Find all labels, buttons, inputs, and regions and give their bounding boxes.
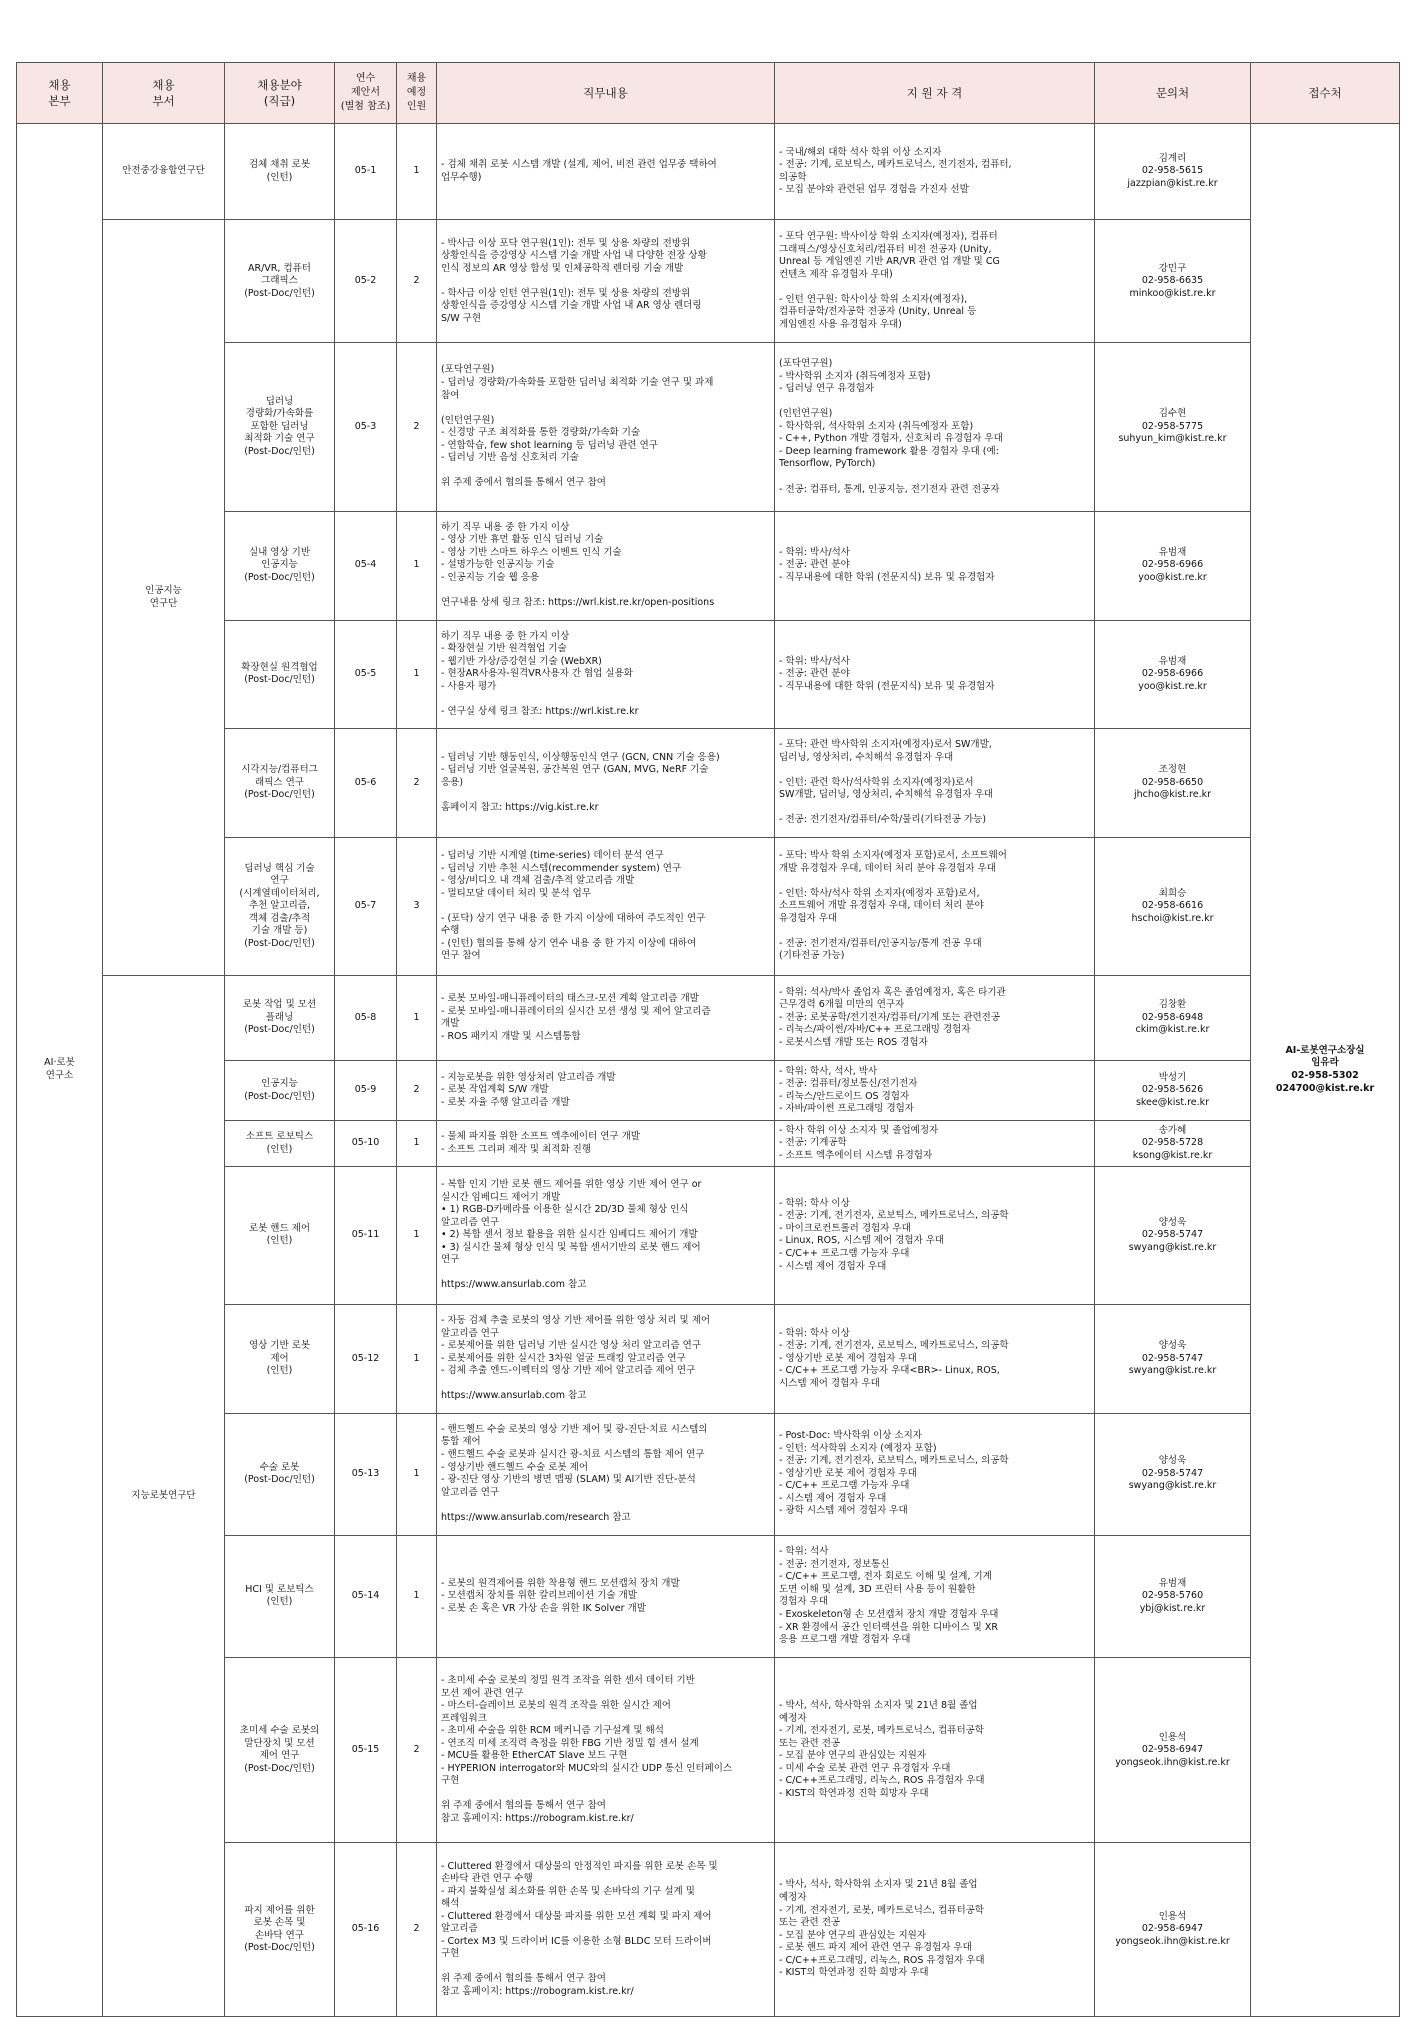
hire-count: 1 bbox=[397, 1121, 437, 1167]
contact-cell: 인용석 02-958-6947 yongseok.ihn@kist.re.kr bbox=[1095, 1843, 1251, 2017]
proposal-code: 05-7 bbox=[335, 837, 397, 975]
header-field: 채용분야 (직급) bbox=[225, 63, 335, 124]
proposal-code: 05-4 bbox=[335, 511, 397, 620]
recruitment-table bbox=[16, 62, 1400, 2017]
contact-cell: 김창환 02-958-6948 ckim@kist.re.kr bbox=[1095, 976, 1251, 1061]
contact-cell: 송가혜 02-958-5728 ksong@kist.re.kr bbox=[1095, 1121, 1251, 1167]
hq-cell: AI·로봇 연구소 bbox=[17, 124, 103, 2017]
duty-cell: - 박사급 이상 포닥 연구원(1인): 전투 및 상용 차량의 전방위 상황인식을 증강영상 시스템 기술 개발 사업 내 다양한 전장 상황 인식 정보의 AR 영상 합성 및 인체공학적 렌더링 기술 개발 - 학사급 이상 인턴 연구원(1인): 전투 및 상용 차량의 전방위 상황인식을 증강영상 시스템 기술 개발 사업 내 AR 영상 렌더링 S/W 구현 bbox=[437, 220, 775, 343]
contact-cell: 조정현 02-958-6650 jhcho@kist.re.kr bbox=[1095, 729, 1251, 838]
receiver-cell: AI-로봇연구소장실 임유라 02-958-5302 024700@kist.re.kr bbox=[1251, 124, 1400, 2017]
duty-cell: - 딥러닝 기반 행동인식, 이상행동인식 연구 (GCN, CNN 기술 응용) - 딥러닝 기반 얼굴복원, 공간복원 연구 (GAN, MVG, NeRF 기술 응용) 홈페이지 참고: https://vig.kist.re.kr bbox=[437, 729, 775, 838]
hire-count: 1 bbox=[397, 1535, 437, 1658]
hire-count: 1 bbox=[397, 511, 437, 620]
duty-cell: - 물체 파지를 위한 소프트 엑추에이터 연구 개발 - 소프트 그리퍼 제작 및 최적화 진행 bbox=[437, 1121, 775, 1167]
contact-cell: 양성욱 02-958-5747 swyang@kist.re.kr bbox=[1095, 1166, 1251, 1304]
proposal-code: 05-12 bbox=[335, 1305, 397, 1414]
table-row bbox=[17, 1535, 1400, 1658]
contact-cell: 인용석 02-958-6947 yongseok.ihn@kist.re.kr bbox=[1095, 1658, 1251, 1843]
proposal-code: 05-15 bbox=[335, 1658, 397, 1843]
table-row bbox=[17, 1413, 1400, 1535]
hire-count: 1 bbox=[397, 1413, 437, 1535]
field-cell: 초미세 수술 로봇의 말단장치 및 모션 제어 연구 (Post-Doc/인턴) bbox=[225, 1658, 335, 1843]
table-row bbox=[17, 976, 1400, 1061]
qualification-cell: - 포닥: 박사 학위 소지자(예정자 포함)로서, 소프트웨어 개발 유경험자 우대, 데이터 처리 분야 유경험자 우대 - 인턴: 학사/석사 학위 소지자(예정자 포함)로서, 소프트웨어 개발 유경험자 우대, 데이터 처리 분야 유경험자 우대 - 전공: 전기전자/컴퓨터/인공지능/통계 전공 우대 (기타전공 가능) bbox=[775, 837, 1095, 975]
proposal-code: 05-14 bbox=[335, 1535, 397, 1658]
field-cell: 인공지능 (Post-Doc/인턴) bbox=[225, 1061, 335, 1121]
qualification-cell: - 학위: 박사/석사 - 전공: 관련 분야 - 직무내용에 대한 학위 (전문지식) 보유 및 유경험자 bbox=[775, 511, 1095, 620]
qualification-cell: - 학위: 석사/박사 졸업자 혹은 졸업예정자, 혹은 타기관 근무경력 6개월 미만의 연구자 - 전공: 로봇공학/전기전자/컴퓨터/기계 또는 관련전공 - 리눅스/파이썬/자바/C++ 프로그래밍 경험자 - 로봇시스템 개발 또는 ROS 경험자 bbox=[775, 976, 1095, 1061]
contact-cell: 김수현 02-958-5775 suhyun_kim@kist.re.kr bbox=[1095, 343, 1251, 512]
qualification-cell: - 학위: 학사 이상 - 전공: 기계, 전기전자, 로보틱스, 메카트로닉스, 의공학 - 마이크로컨트롤러 경험자 우대 - Linux, ROS, 시스템 제어 경험자 우대 - C/C++ 프로그램 가능자 우대 - 시스템 제어 경험자 우대 bbox=[775, 1166, 1095, 1304]
field-cell: 소프트 로보틱스 (인턴) bbox=[225, 1121, 335, 1167]
field-cell: 딥러닝 핵심 기술 연구 (시계열데이터처리, 추천 알고리즘, 객체 검출/추적 기술 개발 등) (Post-Doc/인턴) bbox=[225, 837, 335, 975]
proposal-code: 05-11 bbox=[335, 1166, 397, 1304]
proposal-code: 05-5 bbox=[335, 620, 397, 729]
table-row bbox=[17, 1121, 1400, 1167]
hire-count: 2 bbox=[397, 343, 437, 512]
contact-cell: 강민구 02-958-6635 minkoo@kist.re.kr bbox=[1095, 220, 1251, 343]
table-row bbox=[17, 511, 1400, 620]
dept-cell-robotics: 지능로봇연구단 bbox=[103, 976, 225, 2017]
field-cell: 검체 채취 로봇 (인턴) bbox=[225, 124, 335, 220]
hire-count: 1 bbox=[397, 976, 437, 1061]
table-row bbox=[17, 343, 1400, 512]
qualification-cell: - 포닥: 관련 박사학위 소지자(예정자)로서 SW개발, 딥러닝, 영상처리, 수치해석 유경험자 우대 - 인턴: 관련 학사/석사학위 소지자(예정자)로서 SW개발, 딥러닝, 영상처리, 수치해석 유경험자 우대 - 전공: 전기전자/컴퓨터/수학/물리(기타전공 가능) bbox=[775, 729, 1095, 838]
contact-cell: 유범재 02-958-6966 yoo@kist.re.kr bbox=[1095, 511, 1251, 620]
qualification-cell: - 학위: 석사 - 전공: 전기전자, 정보통신 - C/C++ 프로그램, 전자 회로도 이해 및 설계, 기계 도면 이해 및 설계, 3D 프린터 사용 등이 원활한 경험자 우대 - Exoskeleton형 손 모션캡처 장치 개발 경험자 우대 - XR 환경에서 공간 인터랙션을 위한 디바이스 및 XR 응용 프로그램 개발 경험자 우대 bbox=[775, 1535, 1095, 1658]
hire-count: 1 bbox=[397, 124, 437, 220]
hire-count: 2 bbox=[397, 1658, 437, 1843]
duty-cell: - 로봇의 원격제어를 위한 착용형 핸드 모션캡처 장치 개발 - 모션캡처 장치를 위한 칼리브레이션 기술 개발 - 로봇 손 혹은 VR 가상 손을 위한 IK Solver 개발 bbox=[437, 1535, 775, 1658]
contact-cell: 박성기 02-958-5626 skee@kist.re.kr bbox=[1095, 1061, 1251, 1121]
field-cell: AR/VR, 컴퓨터 그래픽스 (Post-Doc/인턴) bbox=[225, 220, 335, 343]
table-row bbox=[17, 1166, 1400, 1304]
field-cell: 파지 제어를 위한 로봇 손목 및 손바닥 연구 (Post-Doc/인턴) bbox=[225, 1843, 335, 2017]
contact-cell: 양성욱 02-958-5747 swyang@kist.re.kr bbox=[1095, 1305, 1251, 1414]
field-cell: 로봇 핸드 제어 (인턴) bbox=[225, 1166, 335, 1304]
header-contact: 문의처 bbox=[1095, 63, 1251, 124]
field-cell: 로봇 작업 및 모션 플래닝 (Post-Doc/인턴) bbox=[225, 976, 335, 1061]
proposal-code: 05-1 bbox=[335, 124, 397, 220]
table-row bbox=[17, 729, 1400, 838]
hire-count: 1 bbox=[397, 1305, 437, 1414]
qualification-cell: - 학위: 학사, 석사, 박사 - 전공: 컴퓨터/정보통신/전기전자 - 리눅스/안드로이드 OS 경험자 - 자바/파이썬 프로그래밍 경험자 bbox=[775, 1061, 1095, 1121]
hire-count: 2 bbox=[397, 1061, 437, 1121]
dept-cell-safety: 안전중강융합연구단 bbox=[103, 124, 225, 220]
table-row bbox=[17, 1843, 1400, 2017]
qualification-cell: - 학사 학위 이상 소지자 및 졸업예정자 - 전공: 기계공학 - 소프트 엑추에이터 시스템 유경험자 bbox=[775, 1121, 1095, 1167]
contact-cell: 김계리 02-958-5615 jazzpian@kist.re.kr bbox=[1095, 124, 1251, 220]
header-receiver: 접수처 bbox=[1251, 63, 1400, 124]
qualification-cell: - 박사, 석사, 학사학위 소지자 및 21년 8월 졸업 예정자 - 기계, 전자전기, 로봇, 메카트로닉스, 컴퓨터공학 또는 관련 전공 - 모집 분야 연구의 관심있는 지원자 - 미세 수술 로봇 관련 연구 유경험자 우대 - C/C++프로그래밍, 리눅스, ROS 유경험자 우대 - KIST의 학연과정 진학 희망자 우대 bbox=[775, 1658, 1095, 1843]
field-cell: 딥러닝 경량화/가속화를 포함한 딥러닝 최적화 기술 연구 (Post-Doc/인턴) bbox=[225, 343, 335, 512]
hire-count: 1 bbox=[397, 1166, 437, 1304]
proposal-code: 05-8 bbox=[335, 976, 397, 1061]
header-proposal: 연수 제안서 (별첨 참조) bbox=[335, 63, 397, 124]
proposal-code: 05-16 bbox=[335, 1843, 397, 2017]
contact-cell: 양성욱 02-958-5747 swyang@kist.re.kr bbox=[1095, 1413, 1251, 1535]
qualification-cell: - 박사, 석사, 학사학위 소지자 및 21년 8월 졸업 예정자 - 기계, 전자전기, 로봇, 메카트로닉스, 컴퓨터공학 또는 관련 전공 - 모집 분야 연구의 관심있는 지원자 - 로봇 핸드 파지 제어 관련 연구 유경험자 우대 - C/C++프로그래밍, 리눅스, ROS 유경험자 우대 - KIST의 학연과정 진학 희망자 우대 bbox=[775, 1843, 1095, 2017]
header-row bbox=[17, 63, 1400, 124]
contact-cell: 유범재 02-958-6966 yoo@kist.re.kr bbox=[1095, 620, 1251, 729]
duty-cell: - 자동 검체 추출 로봇의 영상 기반 제어를 위한 영상 처리 및 제어 알고리즘 연구 - 로봇제어를 위한 딥러닝 기반 실시간 영상 처리 알고리즘 연구 - 로봇제어를 위한 실시간 3차원 얼굴 트래킹 알고리즘 연구 - 검체 추출 엔드-이펙터의 영상 기반 제어 알고리즘 제어 연구 https://www.ansurlab.com 참고 bbox=[437, 1305, 775, 1414]
header-qualification: 지 원 자 격 bbox=[775, 63, 1095, 124]
proposal-code: 05-10 bbox=[335, 1121, 397, 1167]
proposal-code: 05-13 bbox=[335, 1413, 397, 1535]
duty-cell: (포닥연구원) - 딥러닝 경량화/가속화를 포함한 딥러닝 최적화 기술 연구 및 과제 참여 (인턴연구원) - 신경망 구조 최적화를 통한 경량화/가속화 기술 - 연합학습, few shot learning 등 딥러닝 관련 연구 - 딥러닝 기반 음성 신호처리 기술 위 주제 중에서 협의를 통해서 연구 참여 bbox=[437, 343, 775, 512]
qualification-cell: - Post-Doc: 박사학위 이상 소지자 - 인턴: 석사학위 소지자 (예정자 포함) - 전공: 기계, 전기전자, 로보틱스, 메카트로닉스, 의공학 - 영상기반 로봇 제어 경험자 우대 - C/C++ 프로그램 가능자 우대 - 시스템 제어 경험자 우대 - 광학 시스템 제어 경험자 우대 bbox=[775, 1413, 1095, 1535]
duty-cell: - 초미세 수술 로봇의 정밀 원격 조작을 위한 센서 데이터 기반 모션 제어 관련 연구 - 마스터-슬레이브 로봇의 원격 조작을 위한 실시간 제어 프레임워크 - 초미세 수술을 위한 RCM 메커니즘 기구설계 및 해석 - 연조직 미세 조직력 측정을 위한 FBG 기반 정밀 힘 센서 설계 - MCU를 활용한 EtherCAT Slave 보드 구현 - HYPERION interrogator와 MUC와의 실시간 UDP 통신 인터페이스 구현 위 주제 중에서 협의를 통해서 연구 참여 참고 홈페이지: https://robogram.kist.re.kr/ bbox=[437, 1658, 775, 1843]
qualification-cell: - 국내/해외 대학 석사 학위 이상 소지자 - 전공: 기계, 로보틱스, 메카트로닉스, 전기전자, 컴퓨터, 의공학 - 모집 분야와 관련된 업무 경험을 가진자 선발 bbox=[775, 124, 1095, 220]
header-dept: 채용 부서 bbox=[103, 63, 225, 124]
duty-cell: - 핸드헬드 수술 로봇의 영상 기반 제어 및 광-진단·치료 시스템의 통합 제어 - 핸드헬드 수술 로봇과 실시간 광-치료 시스템의 통합 제어 연구 - 영상기반 핸드헬드 수술 로봇 제어 - 광-진단 영상 기반의 병면 맵핑 (SLAM) 및 AI기반 진단-분석 알고리즘 연구 https://www.ansurlab.com/research 참고 bbox=[437, 1413, 775, 1535]
field-cell: HCI 및 로보틱스 (인턴) bbox=[225, 1535, 335, 1658]
hire-count: 2 bbox=[397, 729, 437, 838]
field-cell: 실내 영상 기반 인공지능 (Post-Doc/인턴) bbox=[225, 511, 335, 620]
proposal-code: 05-9 bbox=[335, 1061, 397, 1121]
contact-cell: 최희승 02-958-6616 hschoi@kist.re.kr bbox=[1095, 837, 1251, 975]
table-row bbox=[17, 124, 1400, 220]
proposal-code: 05-6 bbox=[335, 729, 397, 838]
duty-cell: 하기 직무 내용 중 한 가지 이상 - 영상 기반 휴먼 활동 인식 딥러닝 기술 - 영상 기반 스마트 하우스 이벤트 인식 기술 - 설명가능한 인공지능 기술 - 인공지능 기술 웹 응용 연구내용 상세 링크 참조: https://wrl.kist.re.kr/open-positions bbox=[437, 511, 775, 620]
field-cell: 영상 기반 로봇 제어 (인턴) bbox=[225, 1305, 335, 1414]
hire-count: 2 bbox=[397, 220, 437, 343]
duty-cell: - 복합 인지 기반 로봇 핸드 제어를 위한 영상 기반 제어 연구 or 실시간 임베디드 제어기 개발 • 1) RGB-D카메라를 이용한 실시간 2D/3D 물체 형상 인식 알고리즘 연구 • 2) 복합 센서 정보 활용을 위한 실시간 임베디드 제어기 개발 • 3) 실시간 물체 형상 인식 및 복합 센서기반의 로봇 핸드 제어 연구 https://www.ansurlab.com 참고 bbox=[437, 1166, 775, 1304]
duty-cell: - 지능로봇을 위한 영상처리 알고리즘 개발 - 로봇 작업계획 S/W 개발 - 로봇 자율 주행 알고리즘 개발 bbox=[437, 1061, 775, 1121]
header-duty: 직무내용 bbox=[437, 63, 775, 124]
contact-cell: 유범재 02-958-5760 ybj@kist.re.kr bbox=[1095, 1535, 1251, 1658]
duty-cell: - Cluttered 환경에서 대상물의 안정적인 파지를 위한 로봇 손목 및 손바닥 관련 연구 수행 - 파지 불확실성 최소화를 위한 손목 및 손바닥의 기구 설계 및 해석 - Cluttered 환경에서 대상물 파지를 위한 모션 계획 및 파지 제어 알고리즘 - Cortex M3 및 드라이버 IC를 이용한 소형 BLDC 모터 드라이버 구현 위 주제 중에서 협의를 통해서 연구 참여 참고 홈페이지: https://robogram.kist.re.kr/ bbox=[437, 1843, 775, 2017]
hire-count: 3 bbox=[397, 837, 437, 975]
recruitment-sheet bbox=[16, 62, 1399, 2017]
qualification-cell: - 학위: 학사 이상 - 전공: 기계, 전기전자, 로보틱스, 메카트로닉스, 의공학 - 영상기반 로봇 제어 경험자 우대 - C/C++ 프로그램 가능자 우대<BR>- Linux, ROS, 시스템 제어 경험자 우대 bbox=[775, 1305, 1095, 1414]
duty-cell: - 로봇 모바일-매니퓨레이터의 태스크-모션 계획 알고리즘 개발 - 로봇 모바일-매니퓨레이터의 실시간 모션 생성 및 제어 알고리즘 개발 - ROS 패키지 개발 및 시스템통합 bbox=[437, 976, 775, 1061]
header-hq: 채용 본부 bbox=[17, 63, 103, 124]
field-cell: 수술 로봇 (Post-Doc/인턴) bbox=[225, 1413, 335, 1535]
duty-cell: - 검체 채취 로봇 시스템 개발 (설계, 제어, 비전 관련 업무중 택하여 업무수행) bbox=[437, 124, 775, 220]
field-cell: 확장현실 원격협업 (Post-Doc/인턴) bbox=[225, 620, 335, 729]
duty-cell: - 딥러닝 기반 시계열 (time-series) 데이터 분석 연구 - 딥러닝 기반 추천 시스템(recommender system) 연구 - 영상/비디오 내 객체 검출/추적 알고리즘 개발 - 멀티모달 데이터 처리 및 분석 업무 - (포닥) 상기 연구 내용 중 한 가지 이상에 대하여 주도적인 연구 수행 - (인턴) 협의를 통해 상기 연수 내용 중 한 가지 이상에 대하여 연구 참여 bbox=[437, 837, 775, 975]
hire-count: 2 bbox=[397, 1843, 437, 2017]
qualification-cell: (포닥연구원) - 박사학위 소지자 (취득예정자 포함) - 딥러닝 연구 유경험자 (인턴연구원) - 학사학위, 석사학위 소지자 (취득예정자 포함) - C++, Python 개발 경험자, 신호처리 유경험자 우대 - Deep learning framework 활용 경험자 우대 (예: Tensorflow, PyTorch) - 전공: 컴퓨터, 통계, 인공지능, 전기전자 관련 전공자 bbox=[775, 343, 1095, 512]
table-row bbox=[17, 837, 1400, 975]
qualification-cell: - 포닥 연구원: 박사이상 학위 소지자(예정자), 컴퓨터 그래픽스/영상신호처리/컴퓨터 비전 전공자 (Unity, Unreal 등 게임엔진 기반 AR/VR 관련 업 개발 및 CG 컨텐츠 제작 유경험자 우대) - 인턴 연구원: 학사이상 학위 소지자(예정자), 컴퓨터공학/전자공학 전공자 (Unity, Unreal 등 게임엔진 사용 유경험자 우대) bbox=[775, 220, 1095, 343]
table-row bbox=[17, 1658, 1400, 1843]
proposal-code: 05-3 bbox=[335, 343, 397, 512]
duty-cell: 하기 직무 내용 중 한 가지 이상 - 확장현실 기반 원격협업 기술 - 웹기반 가상/증강현실 기술 (WebXR) - 현장AR사용자-원격VR사용자 간 협업 실용화 - 사용자 평가 - 연구실 상세 링크 참조: https://wrl.kist.re.kr bbox=[437, 620, 775, 729]
table-row bbox=[17, 1061, 1400, 1121]
field-cell: 시각지능/컴퓨터그 래픽스 연구 (Post-Doc/인턴) bbox=[225, 729, 335, 838]
table-row bbox=[17, 220, 1400, 343]
header-count: 채용 예정 인원 bbox=[397, 63, 437, 124]
qualification-cell: - 학위: 박사/석사 - 전공: 관련 분야 - 직무내용에 대한 학위 (전문지식) 보유 및 유경험자 bbox=[775, 620, 1095, 729]
table-row bbox=[17, 620, 1400, 729]
table-row bbox=[17, 1305, 1400, 1414]
dept-cell-ai: 인공지능 연구단 bbox=[103, 220, 225, 976]
hire-count: 1 bbox=[397, 620, 437, 729]
proposal-code: 05-2 bbox=[335, 220, 397, 343]
